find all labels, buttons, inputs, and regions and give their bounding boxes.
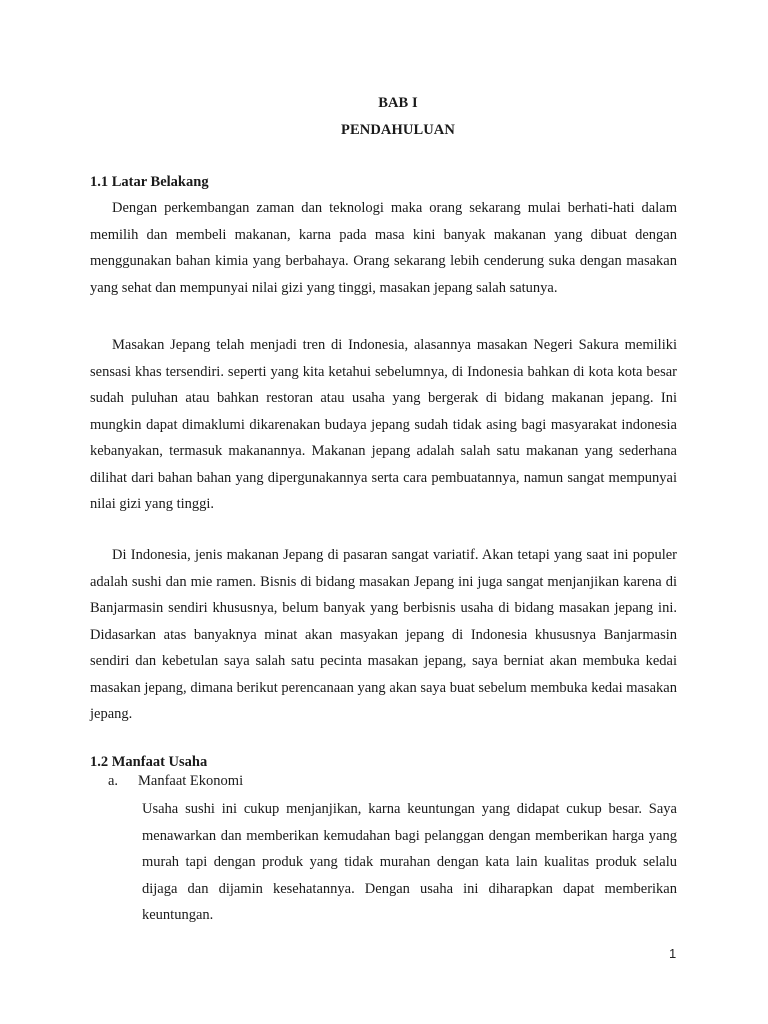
list-item-title: Manfaat Ekonomi — [138, 773, 244, 789]
page-number: 1 — [669, 946, 677, 961]
section-heading-latar-belakang: 1.1 Latar Belakang — [90, 174, 209, 190]
list-item-body: Usaha sushi ini cukup menjanjikan, karna keuntungan yang didapat cukup besar. Saya menawarkan dan memberikan kemudahan bagi pelanggan dengan memberikan harga yang murah tapi dengan produk yang tidak murahan dengan kata lain kualitas produk selalu dijaga dan dijamin kesehatannya. Dengan usaha ini diharapkan dapat memberikan keuntungan. — [142, 801, 677, 923]
paragraph-3: Di Indonesia, jenis makanan Jepang di pasaran sangat variatif. Akan tetapi yang saat ini populer adalah sushi dan mie ramen. Bisnis di bidang masakan Jepang ini juga sangat menjanjikan karena di Banjarmasin sendiri khususnya, belum banyak yang berbisnis usaha di bidang masakan jepang ini. Didasarkan atas banyaknya minat akan masyakan jepang di Indonesia khususnya Banjarmasin sendiri dan kebetulan saya salah satu pecinta masakan jepang, saya berniat akan membuka kedai masakan jepang, dimana berikut perencanaan yang akan saya buat sebelum membuka kedai masakan jepang. — [90, 547, 677, 722]
list-marker: a. — [108, 773, 119, 789]
section-heading-manfaat-usaha: 1.2 Manfaat Usaha — [90, 754, 208, 770]
list-item-manfaat-ekonomi — [108, 773, 243, 790]
chapter-title: PENDAHULUAN — [341, 122, 455, 138]
chapter-label: BAB I — [378, 95, 418, 111]
paragraph-1: Dengan perkembangan zaman dan teknologi maka orang sekarang mulai berhati-hati dalam memilih dan membeli makanan, karna pada masa kini banyak makanan yang dibuat dengan menggunakan bahan kimia yang berbahaya. Orang sekarang lebih cenderung suka dengan masakan yang sehat dan mempunyai nilai gizi yang tinggi, masakan jepang salah satunya. — [90, 200, 677, 296]
paragraph-2: Masakan Jepang telah menjadi tren di Indonesia, alasannya masakan Negeri Sakura memiliki sensasi khas tersendiri. seperti yang kita ketahui sebelumnya, di Indonesia bahkan di kota kota besar sudah puluhan atau bahkan restoran atau usaha yang bergerak di bidang makanan jepang. Ini mungkin dapat dimaklumi dikarenakan budaya jepang sudah tidak asing bagi masyarakat indonesia kebanyakan, termasuk makanannya. Makanan jepang adalah salah satu makanan yang sederhana dilihat dari bahan bahan yang dipergunakannya serta cara pembuatannya, namun sangat mempunyai nilai gizi yang tinggi. — [90, 337, 677, 512]
